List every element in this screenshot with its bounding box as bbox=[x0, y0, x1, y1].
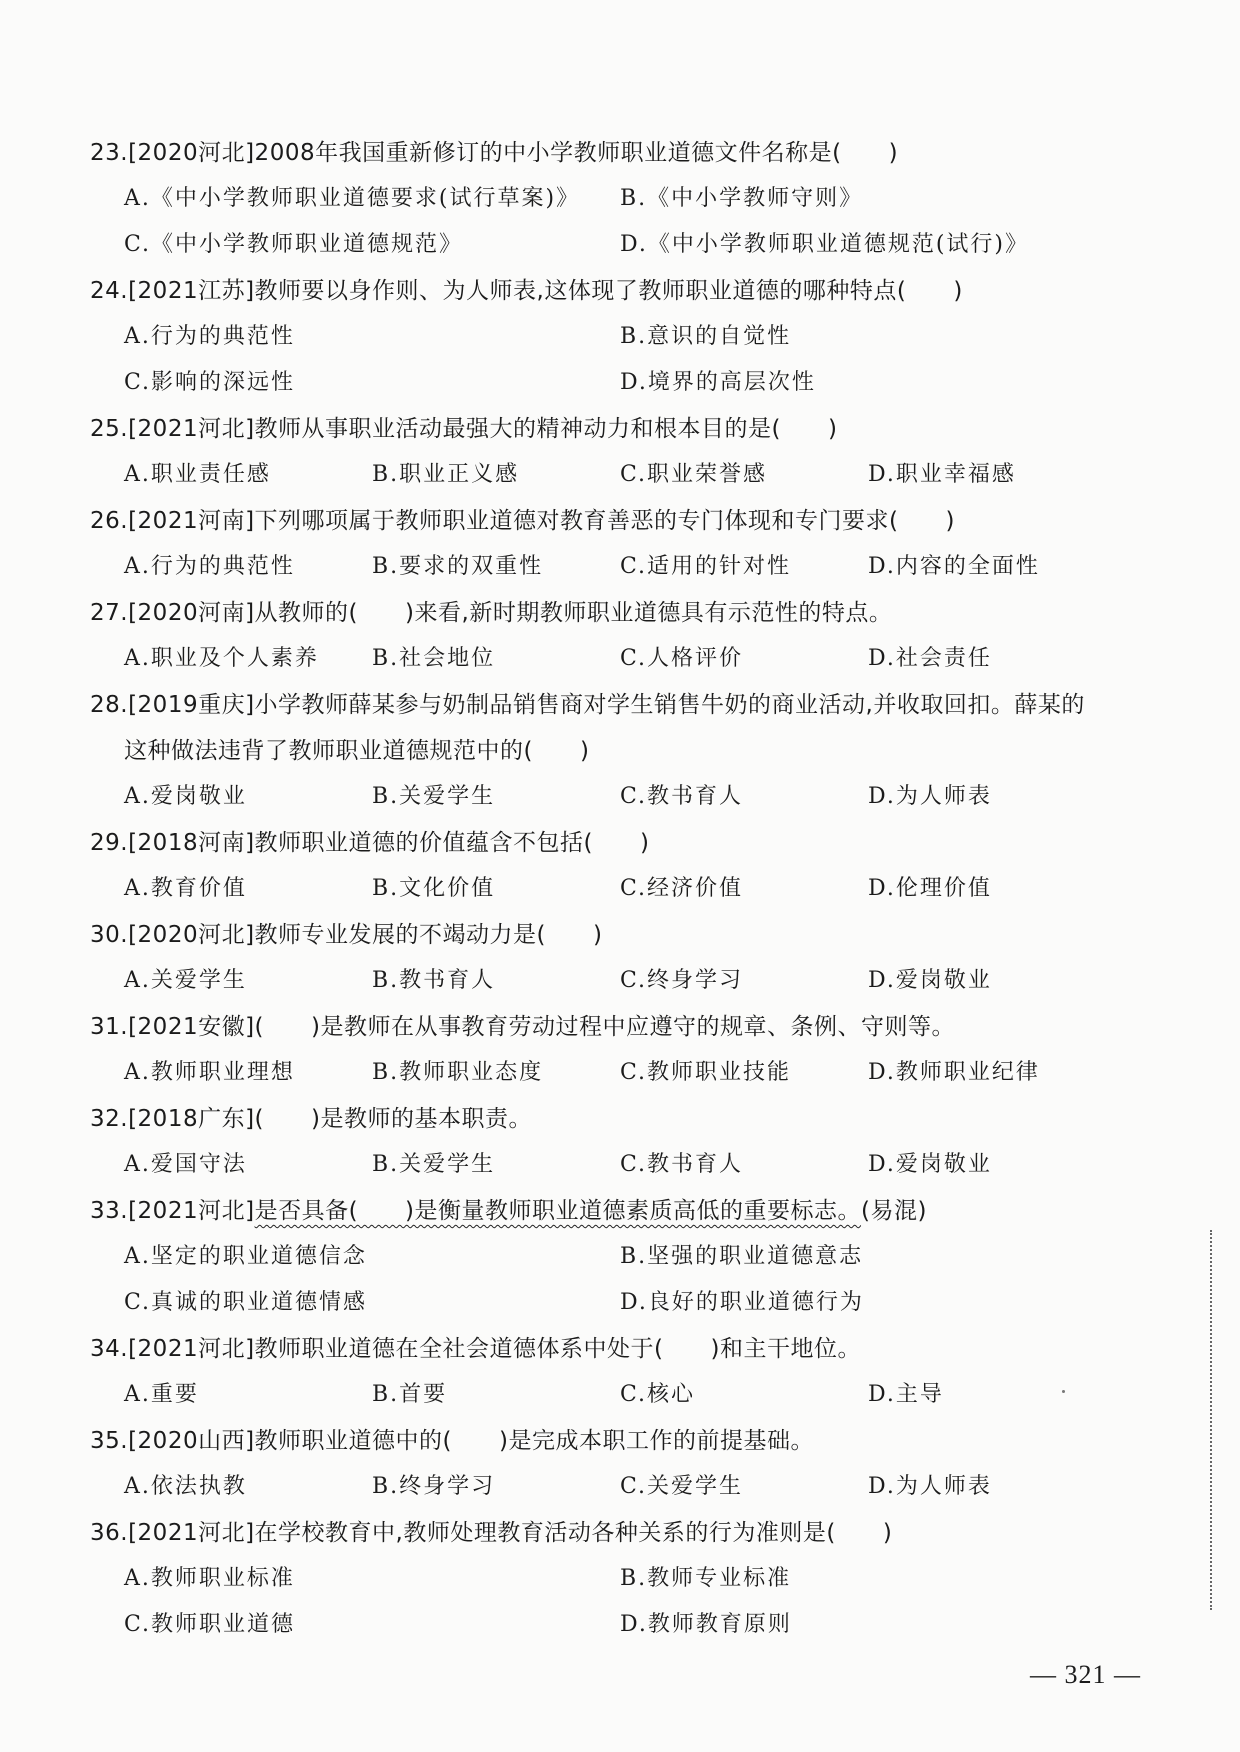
option-a: A.依法执教 bbox=[124, 1474, 247, 1499]
option-b: B.要求的双重性 bbox=[372, 554, 544, 579]
question-35 bbox=[90, 1418, 1170, 1510]
option-group bbox=[90, 774, 1170, 820]
option-d: D.教师教育原则 bbox=[620, 1612, 792, 1637]
option-b: B.教师职业态度 bbox=[372, 1060, 544, 1085]
option-b: B.关爱学生 bbox=[372, 784, 496, 809]
question-stem: 25.[2021河北]教师从事职业活动最强大的精神动力和根本目的是( ) bbox=[90, 416, 838, 442]
option-c: C.关爱学生 bbox=[620, 1474, 744, 1499]
option-a: A.行为的典范性 bbox=[124, 324, 295, 349]
question-29 bbox=[90, 820, 1170, 912]
question-stem-note: (易混) bbox=[861, 1198, 927, 1224]
question-27 bbox=[90, 590, 1170, 682]
question-stem: 27.[2020河南]从教师的( )来看,新时期教师职业道德具有示范性的特点。 bbox=[90, 600, 893, 626]
option-d: D.职业幸福感 bbox=[868, 462, 1016, 487]
option-a: A.关爱学生 bbox=[124, 968, 247, 993]
option-a: A.教师职业理想 bbox=[124, 1060, 295, 1085]
question-26 bbox=[90, 498, 1170, 590]
option-d: D.《中小学教师职业道德规范(试行)》 bbox=[620, 232, 1030, 257]
option-group bbox=[90, 1464, 1170, 1510]
option-group bbox=[90, 636, 1170, 682]
question-stem: 24.[2021江苏]教师要以身作则、为人师表,这体现了教师职业道德的哪种特点( ) bbox=[90, 278, 963, 304]
question-stem: 23.[2020河北]2008年我国重新修订的中小学教师职业道德文件名称是( ) bbox=[90, 140, 899, 166]
option-a: A.爱岗敬业 bbox=[124, 784, 247, 809]
option-c: C.真诚的职业道德情感 bbox=[124, 1290, 368, 1315]
question-stem: 35.[2020山西]教师职业道德中的( )是完成本职工作的前提基础。 bbox=[90, 1428, 815, 1454]
question-30 bbox=[90, 912, 1170, 1004]
option-c: C.适用的针对性 bbox=[620, 554, 792, 579]
question-31 bbox=[90, 1004, 1170, 1096]
option-d: D.社会责任 bbox=[868, 646, 992, 671]
question-23 bbox=[90, 130, 1170, 268]
question-34 bbox=[90, 1326, 1170, 1418]
option-b: B.意识的自觉性 bbox=[620, 324, 792, 349]
question-stem: 34.[2021河北]教师职业道德在全社会道德体系中处于( )和主干地位。 bbox=[90, 1336, 862, 1362]
option-group bbox=[90, 1234, 1170, 1326]
option-b: B.坚强的职业道德意志 bbox=[620, 1244, 864, 1269]
option-b: B.《中小学教师守则》 bbox=[620, 186, 864, 211]
question-36 bbox=[90, 1510, 1170, 1648]
option-b: B.关爱学生 bbox=[372, 1152, 496, 1177]
page-number: — 321 — bbox=[1030, 1660, 1141, 1689]
option-c: C.人格评价 bbox=[620, 646, 744, 671]
option-d: D.良好的职业道德行为 bbox=[620, 1290, 864, 1315]
question-list bbox=[90, 130, 1170, 1648]
question-stem: 36.[2021河北]在学校教育中,教师处理教育活动各种关系的行为准则是( ) bbox=[90, 1520, 893, 1546]
option-b: B.教师专业标准 bbox=[620, 1566, 792, 1591]
option-d: D.内容的全面性 bbox=[868, 554, 1040, 579]
question-stem: 31.[2021安徽]( )是教师在从事教育劳动过程中应遵守的规章、条例、守则等。 bbox=[90, 1014, 956, 1040]
scan-speck bbox=[1062, 1390, 1065, 1393]
option-c: C.影响的深远性 bbox=[124, 370, 296, 395]
question-32 bbox=[90, 1096, 1170, 1188]
question-stem: 26.[2021河南]下列哪项属于教师职业道德对教育善恶的专门体现和专门要求( ) bbox=[90, 508, 956, 534]
question-stem bbox=[90, 1188, 1170, 1234]
option-c: C.职业荣誉感 bbox=[620, 462, 768, 487]
option-b: B.文化价值 bbox=[372, 876, 496, 901]
option-group bbox=[90, 452, 1170, 498]
question-stem-line1: 28.[2019重庆]小学教师薛某参与奶制品销售商对学生销售牛奶的商业活动,并收取回扣。薛某的 bbox=[90, 692, 1085, 718]
option-a: A.《中小学教师职业道德要求(试行草案)》 bbox=[124, 186, 581, 211]
option-b: B.教书育人 bbox=[372, 968, 496, 993]
option-a: A.重要 bbox=[124, 1382, 199, 1407]
question-25 bbox=[90, 406, 1170, 498]
option-d: D.境界的高层次性 bbox=[620, 370, 816, 395]
option-group bbox=[90, 866, 1170, 912]
option-c: C.教师职业技能 bbox=[620, 1060, 792, 1085]
option-b: B.职业正义感 bbox=[372, 462, 520, 487]
option-a: A.爱国守法 bbox=[124, 1152, 247, 1177]
question-stem-prefix: 33.[2021河北] bbox=[90, 1198, 255, 1224]
option-c: C.经济价值 bbox=[620, 876, 744, 901]
option-a: A.行为的典范性 bbox=[124, 554, 295, 579]
option-b: B.终身学习 bbox=[372, 1474, 496, 1499]
option-c: C.教书育人 bbox=[620, 1152, 744, 1177]
option-c: C.教书育人 bbox=[620, 784, 744, 809]
option-d: D.主导 bbox=[868, 1382, 944, 1407]
option-c: C.教师职业道德 bbox=[124, 1612, 296, 1637]
question-stem: 29.[2018河南]教师职业道德的价值蕴含不包括( ) bbox=[90, 830, 650, 856]
question-33 bbox=[90, 1188, 1170, 1326]
option-a: A.职业及个人素养 bbox=[124, 646, 319, 671]
question-stem: 32.[2018广东]( )是教师的基本职责。 bbox=[90, 1106, 533, 1132]
question-stem-emphasis: 是否具备( )是衡量教师职业道德素质高低的重要标志。 bbox=[254, 1198, 862, 1224]
question-stem: 30.[2020河北]教师专业发展的不竭动力是( ) bbox=[90, 922, 603, 948]
option-a: A.教育价值 bbox=[124, 876, 247, 901]
option-group bbox=[90, 314, 1170, 406]
option-b: B.社会地位 bbox=[372, 646, 496, 671]
option-a: A.坚定的职业道德信念 bbox=[124, 1244, 367, 1269]
option-group bbox=[90, 176, 1170, 268]
option-group bbox=[90, 1050, 1170, 1096]
option-a: A.职业责任感 bbox=[124, 462, 271, 487]
question-28 bbox=[90, 682, 1170, 820]
option-group bbox=[90, 958, 1170, 1004]
option-c: C.《中小学教师职业道德规范》 bbox=[124, 232, 464, 257]
option-group bbox=[90, 544, 1170, 590]
option-group bbox=[90, 1556, 1170, 1648]
option-d: D.爱岗敬业 bbox=[868, 968, 992, 993]
option-c: C.终身学习 bbox=[620, 968, 744, 993]
option-a: A.教师职业标准 bbox=[124, 1566, 295, 1591]
option-d: D.为人师表 bbox=[868, 1474, 992, 1499]
option-group bbox=[90, 1372, 1170, 1418]
question-24 bbox=[90, 268, 1170, 406]
question-stem-line2: 这种做法违背了教师职业道德规范中的( ) bbox=[124, 738, 590, 764]
option-d: D.教师职业纪律 bbox=[868, 1060, 1040, 1085]
option-group bbox=[90, 1142, 1170, 1188]
option-b: B.首要 bbox=[372, 1382, 448, 1407]
option-d: D.为人师表 bbox=[868, 784, 992, 809]
option-d: D.爱岗敬业 bbox=[868, 1152, 992, 1177]
dotted-margin-rule bbox=[1210, 1230, 1212, 1610]
option-c: C.核心 bbox=[620, 1382, 696, 1407]
question-stem bbox=[90, 682, 1170, 774]
option-d: D.伦理价值 bbox=[868, 876, 992, 901]
